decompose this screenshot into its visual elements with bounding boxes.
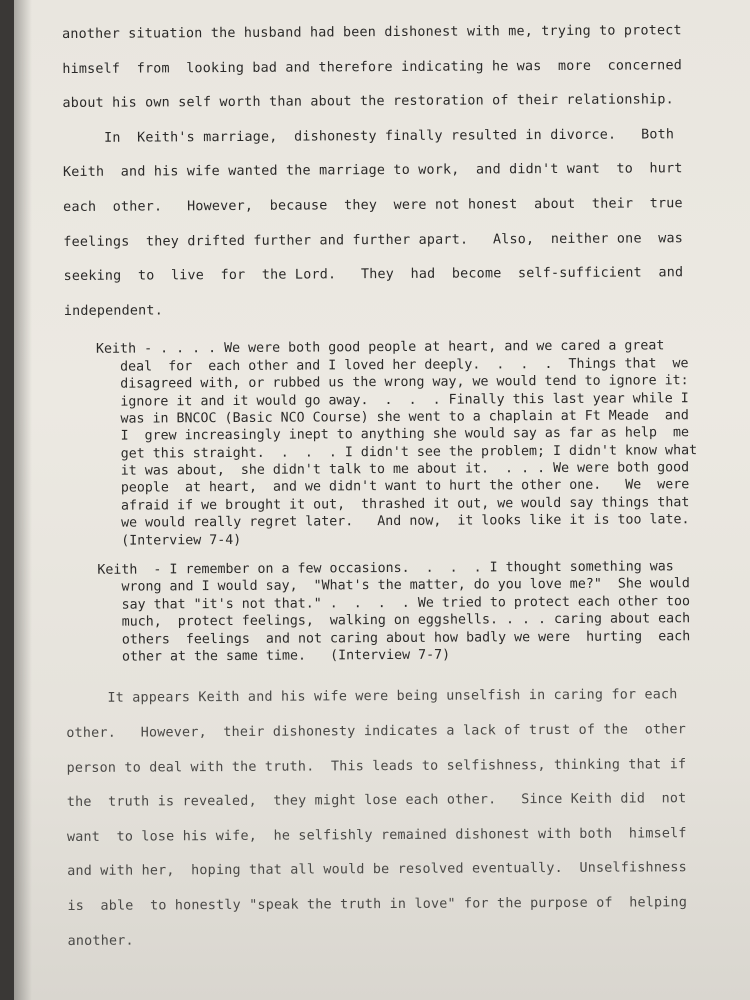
paragraph-keith-marriage (63, 118, 714, 330)
block-quote-interview-7-7 (65, 558, 716, 666)
text-line: and with her, hoping that all would be resolved eventually. Unselfishness (67, 860, 687, 880)
quote-line: Keith - . . . . We were both good people at heart, and we cared a great (95, 338, 665, 358)
quote-line: others feelings and not caring about how badly we were hurting each (97, 628, 691, 648)
quote-line: wrong and I would say, "What's the matter, do you love me?" She would (97, 576, 690, 596)
quote-line: much, protect feelings, walking on eggshells. . . . caring about each (97, 611, 691, 630)
paragraph-continuation (62, 14, 713, 122)
paragraph-unselfishness (66, 678, 718, 959)
text-line: person to deal with the truth. This leads to selfishness, thinking that if (66, 756, 687, 776)
text-line: another situation the husband had been dishonest with me, trying to protect (62, 23, 682, 42)
text-line: independent. (63, 303, 163, 319)
typewritten-text (62, 14, 718, 959)
quote-line: people at heart, and we didn't want to hurt the other one. We were (96, 477, 690, 497)
quote-line: we would really regret later. And now, it looks like it is too late. (97, 512, 690, 532)
page-edge-shadow (14, 0, 32, 1000)
quote-line: deal for each other and I loved her deeply. . . . Things that we (96, 355, 689, 375)
quote-line: get this straight. . . . I didn't see the problem; I didn't know what (96, 442, 698, 462)
quote-line: Keith - I remember on a few occasions. . . . I thought something was (97, 559, 674, 578)
text-line: the truth is revealed, they might lose each other. Since Keith did not (66, 791, 687, 811)
text-line: about his own self worth than about the restoration of their relationship. (62, 92, 674, 112)
quote-line: say that "it's not that." . . . . We tried to protect each other too (97, 593, 691, 613)
quote-line: afraid if we brought it out, thrashed it out, we would say things that (96, 495, 690, 514)
text-line: In Keith's marriage, dishonesty finally resulted in divorce. Both (62, 127, 675, 146)
quote-line: was in BNCOC (Basic NCO Course) she went to a chaplain at Ft Meade and (96, 408, 689, 427)
quote-line: (Interview 7-4) (97, 532, 242, 549)
text-line: want to lose his wife, he selfishly remained dishonest with both himself (66, 825, 687, 845)
quote-line: it was about, she didn't talk to me about it. . . . We were both good (96, 460, 690, 479)
text-line: another. (67, 933, 134, 949)
text-line: other. However, their dishonesty indicates a lack of trust of the other (66, 722, 687, 741)
quote-line: disagreed with, or rubbed us the wrong way, we would tend to ignore it: (96, 373, 689, 392)
document-page (14, 0, 750, 1000)
quote-line: ignore it and it would go away. . . . Finally this last year while I (96, 390, 689, 410)
quote-line: other at the same time. (Interview 7-7) (97, 647, 451, 665)
quote-line: I grew increasingly inept to anything she would say as far as help me (96, 425, 689, 445)
text-line: Keith and his wife wanted the marriage to work, and didn't want to hurt (62, 161, 683, 181)
text-line: each other. However, because they were not honest about their true (63, 196, 683, 215)
text-line: It appears Keith and his wife were being unselfish in caring for each (66, 687, 678, 707)
text-line: is able to honestly "speak the truth in love" for the purpose of helping (67, 895, 688, 914)
text-line: himself from looking bad and therefore indicating he was more concerned (62, 57, 682, 77)
text-line: seeking to live for the Lord. They had become self-sufficient and (63, 265, 684, 285)
block-quote-interview-7-4 (64, 337, 715, 550)
text-line: feelings they drifted further and further apart. Also, neither one was (63, 230, 684, 250)
